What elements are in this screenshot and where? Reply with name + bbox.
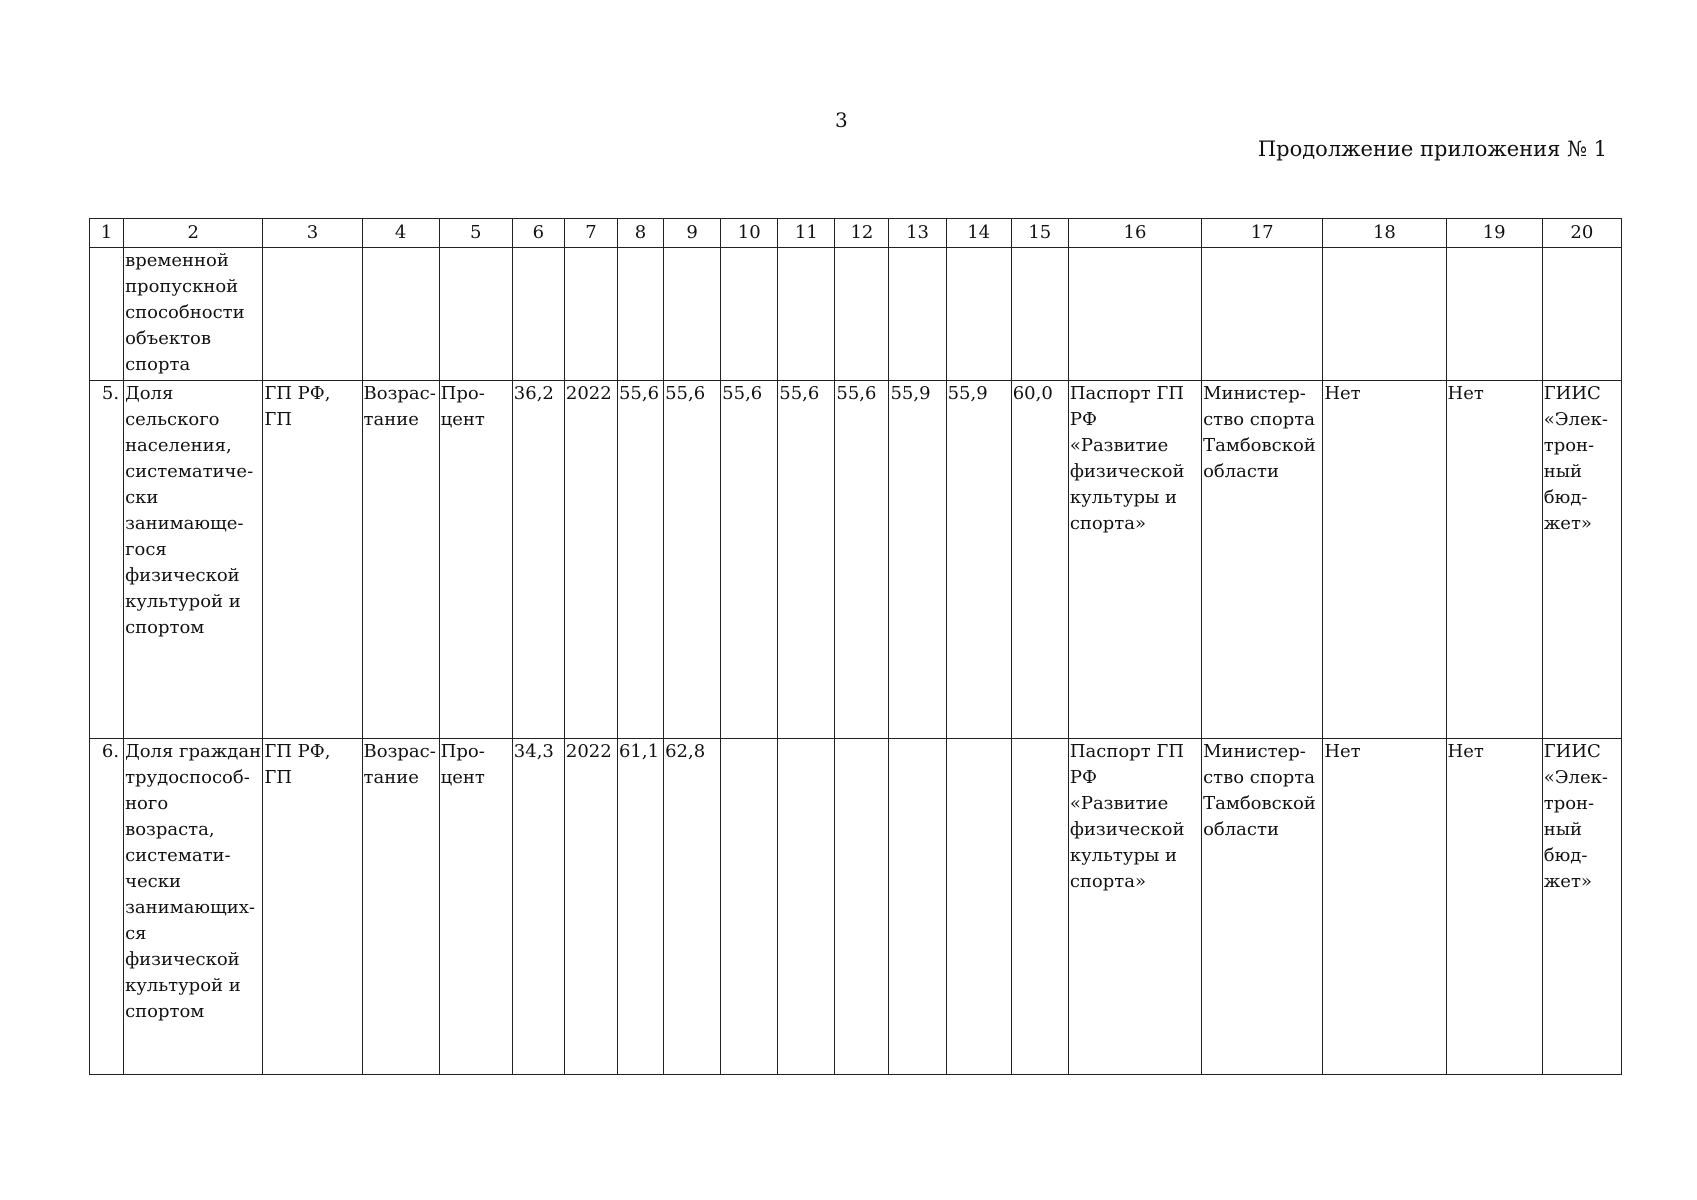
value-cell: 55,9 (889, 381, 946, 739)
table-cell (263, 248, 362, 381)
base-value-cell: 34,3 (512, 739, 564, 1075)
table-cell (617, 248, 663, 381)
column-header: 10 (721, 219, 778, 248)
value-cell: 55,6 (664, 381, 721, 739)
table-cell (946, 248, 1011, 381)
table-row (90, 739, 1622, 1075)
indicator-name-cell: Доля граждан трудоспособ- ного возраста, системати- чески занимающих- ся физической культурой и спортом (124, 739, 263, 1075)
base-year-cell: 2022 (564, 739, 617, 1075)
document-cell: Паспорт ГП РФ «Развитие физической культуры и спорта» (1068, 381, 1201, 739)
value-cell (946, 739, 1011, 1075)
col19-cell: Нет (1446, 381, 1542, 739)
column-header: 8 (617, 219, 663, 248)
table-cell (90, 248, 124, 381)
table-cell (835, 248, 889, 381)
table-cell (1542, 248, 1621, 381)
table-cell (1446, 248, 1542, 381)
column-header: 16 (1068, 219, 1201, 248)
base-value-cell: 36,2 (512, 381, 564, 739)
indicator-name-cell: временной пропускной способности объектов спорта (124, 248, 263, 381)
value-cell: 62,8 (664, 739, 721, 1075)
value-cell: 55,6 (778, 381, 835, 739)
column-header: 18 (1323, 219, 1446, 248)
info-system-cell: ГИИС «Элек- трон- ный бюд- жет» (1542, 739, 1621, 1075)
level-cell: ГП РФ, ГП (263, 381, 362, 739)
level-cell: ГП РФ, ГП (263, 739, 362, 1075)
responsible-cell: Министер- ство спорта Тамбовской области (1202, 739, 1323, 1075)
unit-cell: Про- цент (439, 739, 512, 1075)
row-number-cell: 5. (90, 381, 124, 739)
table-cell (1202, 248, 1323, 381)
column-header: 17 (1202, 219, 1323, 248)
col18-cell: Нет (1323, 739, 1446, 1075)
continuation-row (90, 248, 1622, 381)
table-cell (564, 248, 617, 381)
page-number: 3 (835, 108, 848, 132)
column-header: 3 (263, 219, 362, 248)
value-cell: 61,1 (617, 739, 663, 1075)
column-header: 12 (835, 219, 889, 248)
column-header: 14 (946, 219, 1011, 248)
column-header: 11 (778, 219, 835, 248)
trend-cell: Возрас- тание (362, 739, 439, 1075)
value-cell (889, 739, 946, 1075)
value-cell: 55,6 (835, 381, 889, 739)
column-header: 5 (439, 219, 512, 248)
row-number-cell: 6. (90, 739, 124, 1075)
value-cell: 55,9 (946, 381, 1011, 739)
indicators-table (89, 218, 1622, 1075)
column-header: 15 (1011, 219, 1068, 248)
table-cell (1323, 248, 1446, 381)
table-cell (1011, 248, 1068, 381)
value-cell: 55,6 (617, 381, 663, 739)
table-cell (1068, 248, 1201, 381)
document-cell: Паспорт ГП РФ «Развитие физической культуры и спорта» (1068, 739, 1201, 1075)
value-cell (778, 739, 835, 1075)
table-cell (664, 248, 721, 381)
value-cell (1011, 739, 1068, 1075)
column-header: 20 (1542, 219, 1621, 248)
table-cell (889, 248, 946, 381)
info-system-cell: ГИИС «Элек- трон- ный бюд- жет» (1542, 381, 1621, 739)
appendix-label: Продолжение приложения № 1 (1257, 137, 1607, 161)
value-cell (835, 739, 889, 1075)
trend-cell: Возрас- тание (362, 381, 439, 739)
column-header: 6 (512, 219, 564, 248)
column-header: 4 (362, 219, 439, 248)
column-header: 7 (564, 219, 617, 248)
base-year-cell: 2022 (564, 381, 617, 739)
unit-cell: Про- цент (439, 381, 512, 739)
column-header: 19 (1446, 219, 1542, 248)
header-row (90, 219, 1622, 248)
table-row (90, 381, 1622, 739)
table-cell (778, 248, 835, 381)
col18-cell: Нет (1323, 381, 1446, 739)
indicator-name-cell: Доля сельского населения, систематиче- ски занимающе- гося физической культурой и спортом (124, 381, 263, 739)
column-header: 1 (90, 219, 124, 248)
column-header: 9 (664, 219, 721, 248)
col19-cell: Нет (1446, 739, 1542, 1075)
value-cell: 55,6 (721, 381, 778, 739)
value-cell: 60,0 (1011, 381, 1068, 739)
table-cell (512, 248, 564, 381)
value-cell (721, 739, 778, 1075)
table-cell (362, 248, 439, 381)
responsible-cell: Министер- ство спорта Тамбовской области (1202, 381, 1323, 739)
table-cell (721, 248, 778, 381)
column-header: 13 (889, 219, 946, 248)
table-cell (439, 248, 512, 381)
column-header: 2 (124, 219, 263, 248)
